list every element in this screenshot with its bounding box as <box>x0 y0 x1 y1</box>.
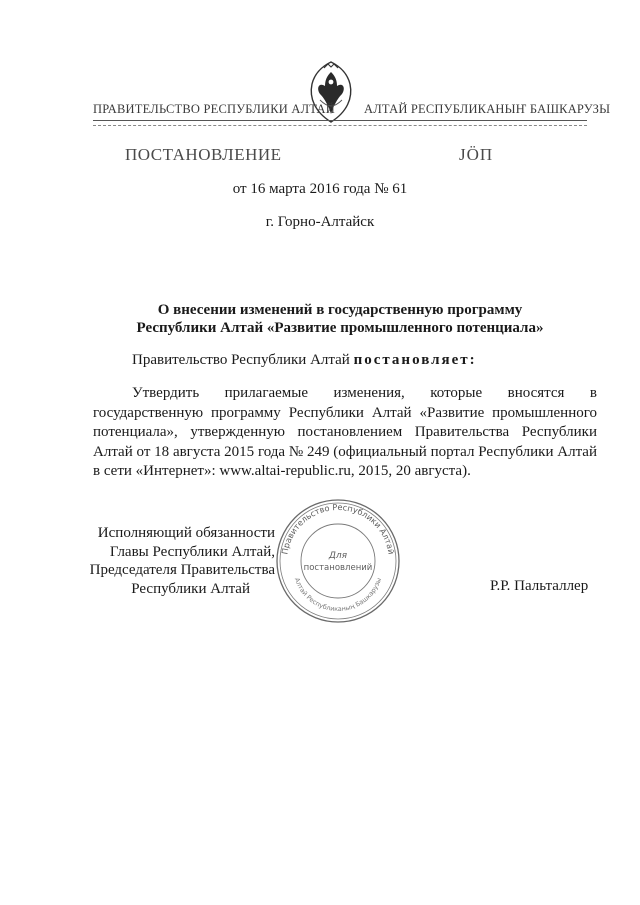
header-rule <box>93 120 587 121</box>
preamble <box>132 352 477 369</box>
header-rule-dashed <box>93 125 587 126</box>
document-date: от 16 марта 2016 года № 61 <box>232 181 408 197</box>
svg-text:Правительство Республики Алтай: Правительство Республики Алтай <box>279 501 397 556</box>
document-type-label: ПОСТАНОВЛЕНИЕ <box>125 145 282 164</box>
stamp-center-line2: постановлений <box>303 563 373 573</box>
preamble-text: Правительство Республики Алтай <box>132 352 354 368</box>
org-name-left: ПРАВИТЕЛЬСТВО РЕСПУБЛИКИ АЛТАЙ <box>93 102 335 116</box>
signatory-title-line1: Исполняющий обязанности <box>97 525 275 541</box>
official-stamp <box>273 496 403 626</box>
signatory-title-line3: Председателя Правительства <box>89 562 275 578</box>
document-city: г. Горно-Алтайск <box>265 214 375 230</box>
stamp-center-line1: Для <box>328 551 348 561</box>
document-title-line2: Республики Алтай «Развитие промышленного потенциала» <box>136 320 544 336</box>
signatory-title <box>70 524 275 598</box>
signatory-title-line4: Республики Алтай <box>131 580 250 597</box>
coat-of-arms-emblem <box>306 58 356 128</box>
svg-text:Алтай Республиканың Башкарузы: Алтай Республиканың Башкарузы <box>292 576 384 614</box>
body-paragraph: Утвердить прилагаемые изменения, которые вносятся в государственную программу Республики Алтай «Развитие промышленного потенциала», утвержденную постановлением Правительства Республики Алтай от 18 августа 2015 года № 249 (официальный портал Республики Алтай в сети «Интернет»: www.altai-republic.ru, 2015, 20 августа). <box>93 385 597 479</box>
signatory-title-line2: Главы Республики Алтай, <box>109 543 275 560</box>
document-type-label-altai: ЈӦП <box>459 145 494 164</box>
document-title-line1: О внесении изменений в государственную программу <box>157 302 523 318</box>
signatory-name: Р.Р. Пальталлер <box>490 578 589 594</box>
org-name-right: АЛТАЙ РЕСПУБЛИКАНЫҤ БАШКАРУЗЫ <box>364 102 611 116</box>
preamble-emphasis: постановляет: <box>353 352 477 368</box>
document-title <box>93 301 587 337</box>
